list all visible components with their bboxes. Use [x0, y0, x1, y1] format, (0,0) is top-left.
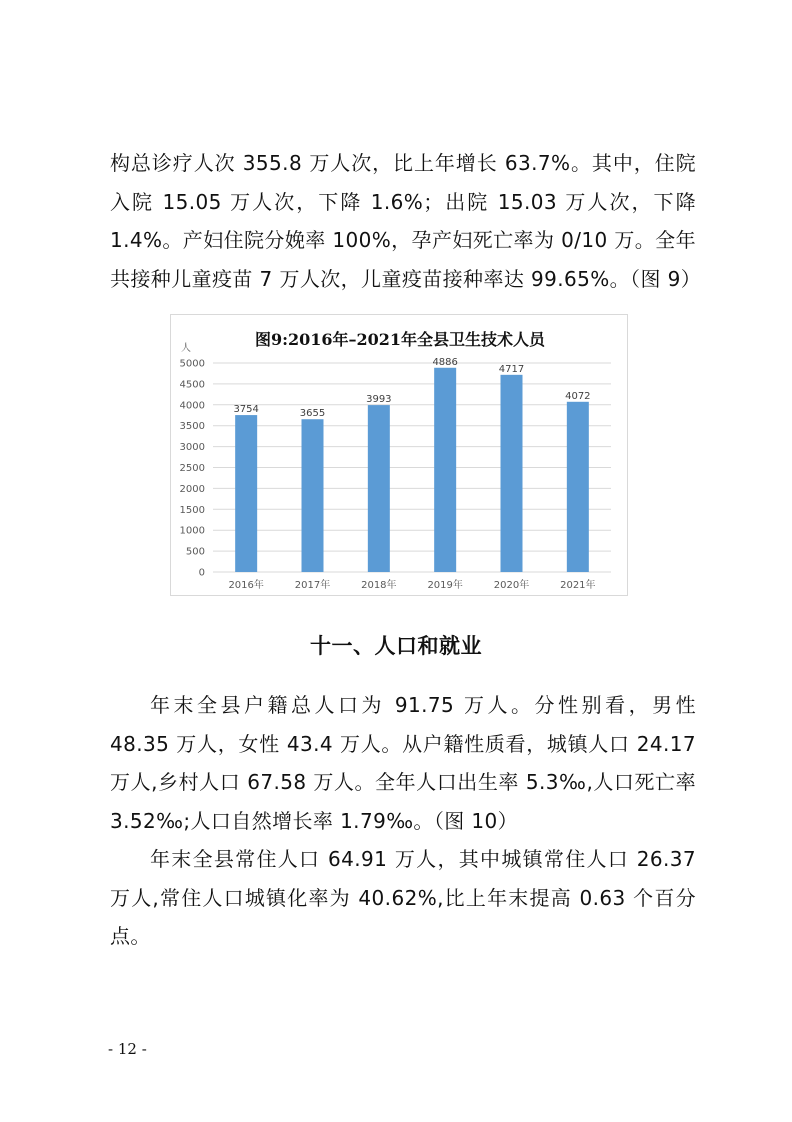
- bar: [434, 368, 456, 572]
- x-tick-label: 2018年: [361, 580, 397, 591]
- bar-data-label: 3754: [233, 404, 259, 416]
- bar-data-label: 4072: [565, 390, 591, 402]
- y-tick-label: 2500: [179, 463, 205, 474]
- section-heading-population: 十一、人口和就业: [310, 634, 482, 658]
- y-tick-label: 1000: [179, 525, 205, 537]
- bar-data-label: 3655: [299, 408, 326, 420]
- chart-health-technicians: [170, 314, 628, 596]
- y-tick-label: 4500: [179, 379, 205, 391]
- y-tick-label: 1500: [179, 504, 205, 516]
- y-tick-label: 3000: [179, 442, 205, 454]
- x-tick-label: 2016年: [228, 580, 264, 591]
- paragraph-health-services: 构总诊疗人次 355.8 万人次，比上年增长 63.7%。其中，住院入院 15.05 万人次，下降 1.6%；出院 15.03 万人次，下降 1.4%。产妇住院分娩率 100%，孕产妇死亡率为 0/10 万。全年共接种儿童疫苗 7 万人次，儿童疫苗接种率达 99.65%。（图 9）: [110, 151, 702, 291]
- page-number: - 12 -: [108, 1040, 147, 1058]
- bar: [567, 402, 589, 572]
- bar: [368, 405, 390, 572]
- bar-data-label: 3993: [366, 394, 392, 406]
- bar: [302, 419, 324, 572]
- y-tick-label: 3500: [179, 421, 205, 433]
- bar-data-label: 4886: [432, 356, 458, 368]
- paragraph-registered-population: 年末全县户籍总人口为 91.75 万人。分性别看，男性 48.35 万人，女性 43.4 万人。从户籍性质看，城镇人口 24.17 万人,乡村人口 67.58 万人。全年人口出生率 5.3‰,人口死亡率 3.52‰;人口自然增长率 1.79‰。（图 10）: [110, 693, 696, 833]
- y-axis-unit-label: 人: [181, 343, 191, 354]
- y-tick-label: 5000: [179, 358, 205, 370]
- paragraph-resident-population: 年末全县常住人口 64.91 万人，其中城镇常住人口 26.37 万人,常住人口城镇化率为 40.62%,比上年末提高 0.63 个百分点。: [110, 847, 696, 948]
- bar-chart-svg: [171, 315, 629, 597]
- x-tick-label: 2019年: [427, 580, 463, 591]
- bar: [501, 375, 523, 572]
- y-tick-label: 500: [185, 546, 205, 558]
- y-tick-label: 4000: [179, 400, 205, 412]
- bar-data-label: 4717: [498, 363, 525, 375]
- y-tick-label: 2000: [179, 483, 205, 495]
- x-tick-label: 2017年: [294, 580, 331, 591]
- bar: [235, 415, 257, 572]
- x-tick-label: 2020年: [493, 580, 530, 591]
- x-tick-label: 2021年: [560, 580, 596, 591]
- chart-title: 图9:2016年–2021年全县卫生技术人员: [254, 330, 546, 349]
- y-tick-label: 0: [198, 567, 205, 579]
